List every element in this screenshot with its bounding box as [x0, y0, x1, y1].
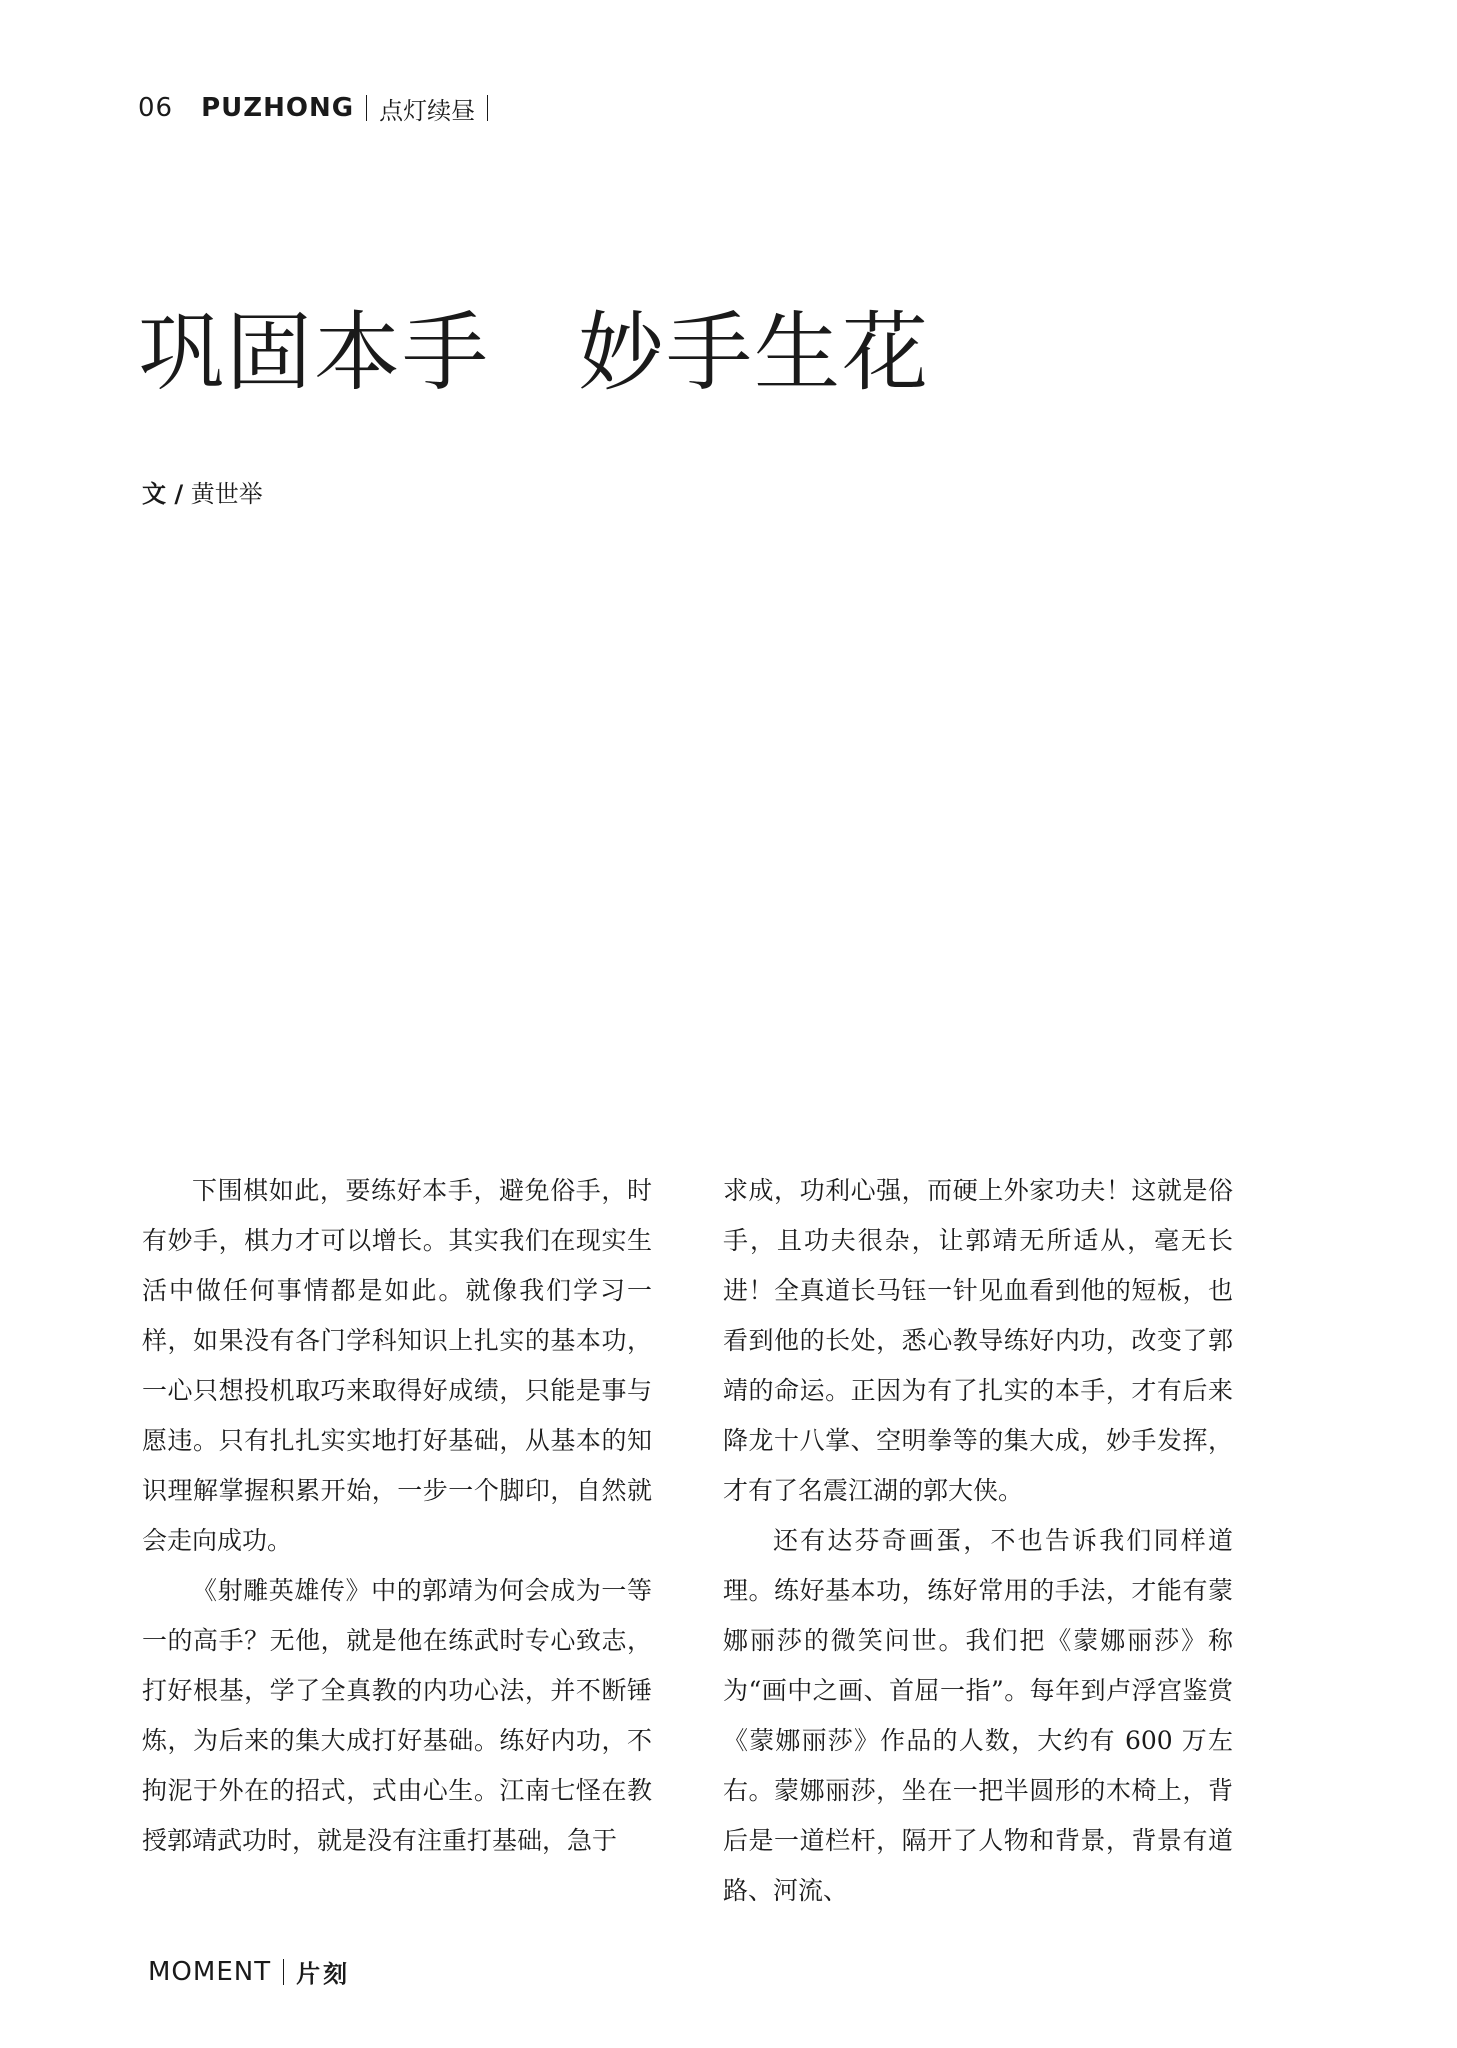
body-column-left: [142, 1166, 652, 1866]
author-name: 黄世举: [190, 480, 263, 508]
page-number: 06: [138, 93, 174, 123]
magazine-name: PUZHONG: [201, 93, 355, 123]
header-divider: [366, 95, 367, 121]
header-divider-end: [487, 95, 488, 121]
paragraph: 下围棋如此，要练好本手，避免俗手，时有妙手，棋力才可以增长。其实我们在现实生活中做任何事情都是如此。就像我们学习一样，如果没有各门学科知识上扎实的基本功，一心只想投机取巧来取得好成绩，只能是事与愿违。只有扎扎实实地打好基础，从基本的知识理解掌握积累开始，一步一个脚印，自然就会走向成功。: [142, 1176, 652, 1555]
paragraph-continued: 求成，功利心强，而硬上外家功夫！这就是俗手，且功夫很杂，让郭靖无所适从，毫无长进！全真道长马钰一针见血看到他的短板，也看到他的长处，悉心教导练好内功，改变了郭靖的命运。正因为有了扎实的本手，才有后来降龙十八掌、空明拳等的集大成，妙手发挥，才有了名震江湖的郭大侠。: [723, 1176, 1233, 1505]
running-footer: [148, 1954, 350, 1989]
footer-divider: [283, 1959, 284, 1985]
section-name: 点灯续昼: [379, 96, 476, 125]
title-part-1: 巩固本手: [138, 303, 490, 403]
title-part-2: 妙手生花: [578, 303, 930, 403]
paragraph: 还有达芬奇画蛋，不也告诉我们同样道理。练好基本功，练好常用的手法，才能有蒙娜丽莎的微笑问世。我们把《蒙娜丽莎》称为“画中之画、首屈一指”。每年到卢浮宫鉴赏《蒙娜丽莎》作品的人数，大约有 600 万左右。蒙娜丽莎，坐在一把半圆形的木椅上，背后是一道栏杆，隔开了人物和背景，背景有道路、河流、: [723, 1526, 1233, 1905]
footer-section-name: 片刻: [296, 1960, 351, 1988]
byline-prefix: 文 /: [142, 480, 184, 508]
byline: [142, 474, 263, 509]
footer-magazine-name: MOMENT: [148, 1956, 272, 1987]
body-column-right: [723, 1166, 1233, 1916]
paragraph: 《射雕英雄传》中的郭靖为何会成为一等一的高手？无他，就是他在练武时专心致志，打好根基，学了全真教的内功心法，并不断锤炼，为后来的集大成打好基础。练好内功，不拘泥于外在的招式，式由心生。江南七怪在教授郭靖武功时，就是没有注重打基础，急于: [142, 1576, 652, 1855]
article-title: [138, 303, 930, 403]
running-header: [138, 88, 500, 128]
